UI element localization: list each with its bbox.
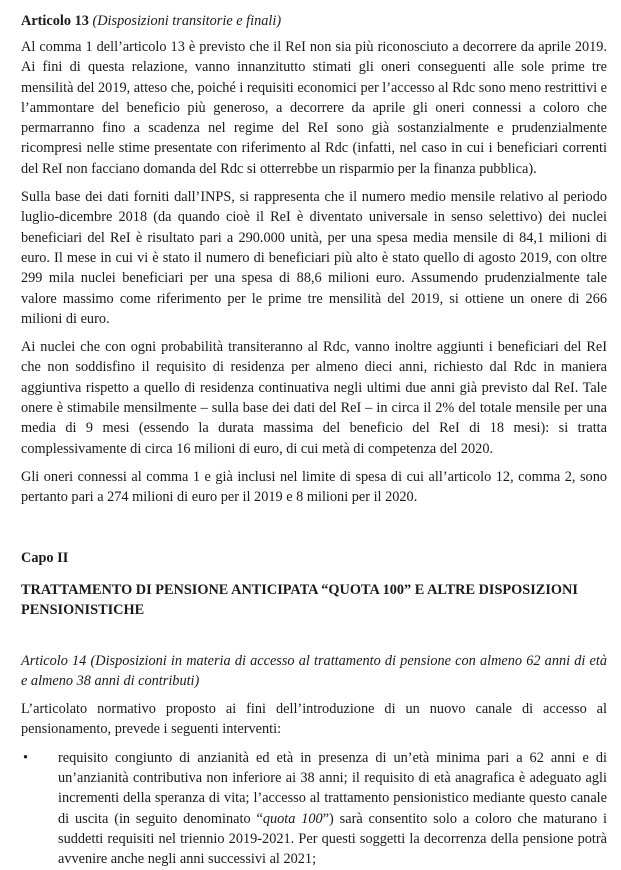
article-13-heading <box>21 12 607 31</box>
article-14-title: (Disposizioni in materia di accesso al trattamento di pensione con almeno 62 anni di età e almeno 38 anni di contributi) <box>21 652 608 689</box>
article-14-intro: L’articolato normativo proposto ai fini dell’introduzione di un nuovo canale di accesso al pensionamento, prevede i seguenti interventi: <box>21 701 607 738</box>
paragraph-4: Gli oneri connessi al comma 1 e già inclusi nel limite di spesa di cui all’articolo 12, comma 2, sono pertanto pari a 274 milioni di euro per il 2019 e 8 milioni per il 2020. <box>21 468 607 506</box>
article-13-title: (Disposizioni transitorie e finali) <box>92 13 282 29</box>
list-item <box>21 748 607 870</box>
bullet-text <box>58 748 607 870</box>
article-14-heading <box>21 651 607 692</box>
document-page <box>21 12 607 870</box>
bullet-text-part-1: requisito congiunto di anzianità ed età in presenza di un’età minima pari a 62 anni e di un’anzianità contributiva non inferiore ai 38 anni; il requisito di età anagrafica è adeguato agli incrementi della speranza di vita; l’accesso al trattamento pensionistico mediante questo canale di uscita (in seguito denominato “ <box>58 749 607 827</box>
paragraph-1: Al comma 1 dell’articolo 13 è previsto che il ReI non sia più riconosciuto a decorrere da aprile 2019. Ai fini di questa relazione, vanno innanzitutto stimati gli oneri conseguenti alle sole prime tre mensilità del 2019, atteso che, poiché i requisiti economici per l’accesso al Rdc sono meno restrittivi e l’ammontare del beneficio più generoso, a decorrere da aprile gli oneri connessi a coloro che permarranno fino a scadenza nel regime del ReI sono già sostanzialmente e prudenzialmente ricompresi nelle stime presentate con riferimento al Rdc (infatti, nel caso in cui i beneficiari correnti del ReI non facciano domanda del Rdc si otterrebbe un risparmio per la finanza pubblica). <box>21 39 608 177</box>
section-title: TRATTAMENTO DI PENSIONE ANTICIPATA “QUOTA 100” E ALTRE DISPOSIZIONI PENSIONISTICHE <box>21 581 578 618</box>
article-13-label: Articolo 13 <box>21 13 89 29</box>
article-14-label: Articolo 14 <box>21 652 87 669</box>
bullet-icon: • <box>23 749 29 766</box>
chapter-label: Capo II <box>21 549 69 566</box>
paragraph-3: Ai nuclei che con ogni probabilità transiteranno al Rdc, vanno inoltre aggiunti i beneficiari del ReI che non soddisfino il requisito di residenza per almeno dieci anni, richiesto dal Rdc in maniera aggiuntiva rispetto a quello di residenza continuativa negli ultimi due anni già previsto dal ReI. Tale onere è stimabile mensilmente – sulla base dei dati del ReI – in circa il 2% del totale mensile per una media di 9 mesi (essendo la durata massima del beneficio del ReI di 18 mesi): si tratta complessivamente di circa 16 milioni di euro, di cui metà di competenza del 2020. <box>21 339 607 457</box>
paragraph-2: Sulla base dei dati forniti dall’INPS, si rappresenta che il numero medio mensile relativo al periodo luglio-dicembre 2018 (da quando cioè il ReI è diventato universale in senso selettivo) dei nuclei beneficiari del ReI è risultato pari a 290.000 unità, per una spesa media mensile di 84,1 milioni di euro. Il mese in cui vi è stato il numero di beneficiari più alto è stato quello di agosto 2019, con oltre 299 mila nuclei beneficiari per una spesa di 88,6 milioni euro. Assumendo prudenzialmente tale valore massimo come riferimento per le prime tre mensilità del 2019, si ottiene un onere di 266 milioni di euro. <box>21 189 607 327</box>
quota-100-emphasis: quota 100 <box>262 810 323 827</box>
bullet-text-part-2: ”) sarà consentito solo a coloro che maturano i suddetti requisiti nel triennio 2019-2021. Per questi soggetti la decorrenza della pensione potrà avvenire anche negli anni successivi al 2021; <box>58 810 607 868</box>
